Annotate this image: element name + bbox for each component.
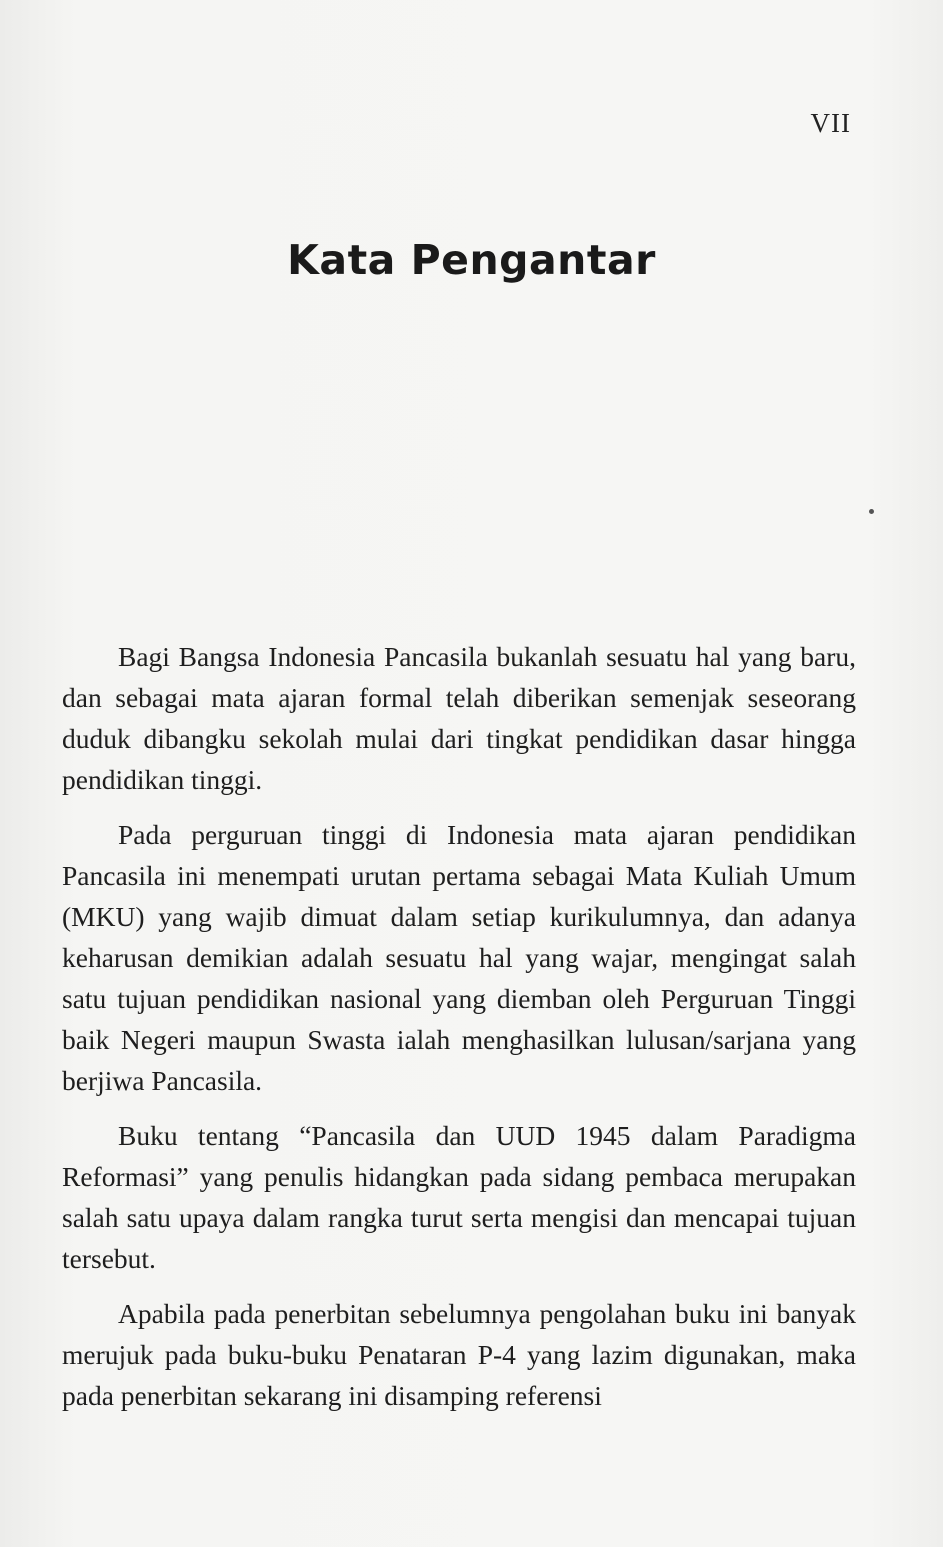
paragraph: Bagi Bangsa Indonesia Pancasila bukanlah sesuatu hal yang baru, dan sebagai mata ajaran formal telah diberikan semenjak seseorang duduk dibangku sekolah mulai dari tingkat pendidikan dasar hingga pendidikan tinggi. [62,641,856,795]
body-text [62,636,856,1430]
paragraph: Apabila pada penerbitan sebelumnya pengolahan buku ini banyak merujuk pada buku-buku Penataran P-4 yang lazim digunakan, maka pada penerbitan sekarang ini disamping referensi [62,1298,856,1411]
page-title: Kata Pengantar [287,236,656,284]
margin-dot [869,509,874,514]
page-number: VII [810,108,851,138]
paragraph: Pada perguruan tinggi di Indonesia mata ajaran pendidikan Pancasila ini menempati urutan pertama sebagai Mata Kuliah Umum (MKU) yang wajib dimuat dalam setiap kurikulumnya, dan adanya keharusan demikian adalah sesuatu hal yang wajar, mengingat salah satu tujuan pendidikan nasional yang diemban oleh Perguruan Tinggi baik Negeri maupun Swasta ialah menghasilkan lulusan/sarjana yang berjiwa Pancasila. [62,819,856,1096]
paragraph: Buku tentang “Pancasila dan UUD 1945 dalam Paradigma Reformasi” yang penulis hidangkan pada sidang pembaca merupakan salah satu upaya dalam rangka turut serta mengisi dan mencapai tujuan tersebut. [62,1120,856,1274]
